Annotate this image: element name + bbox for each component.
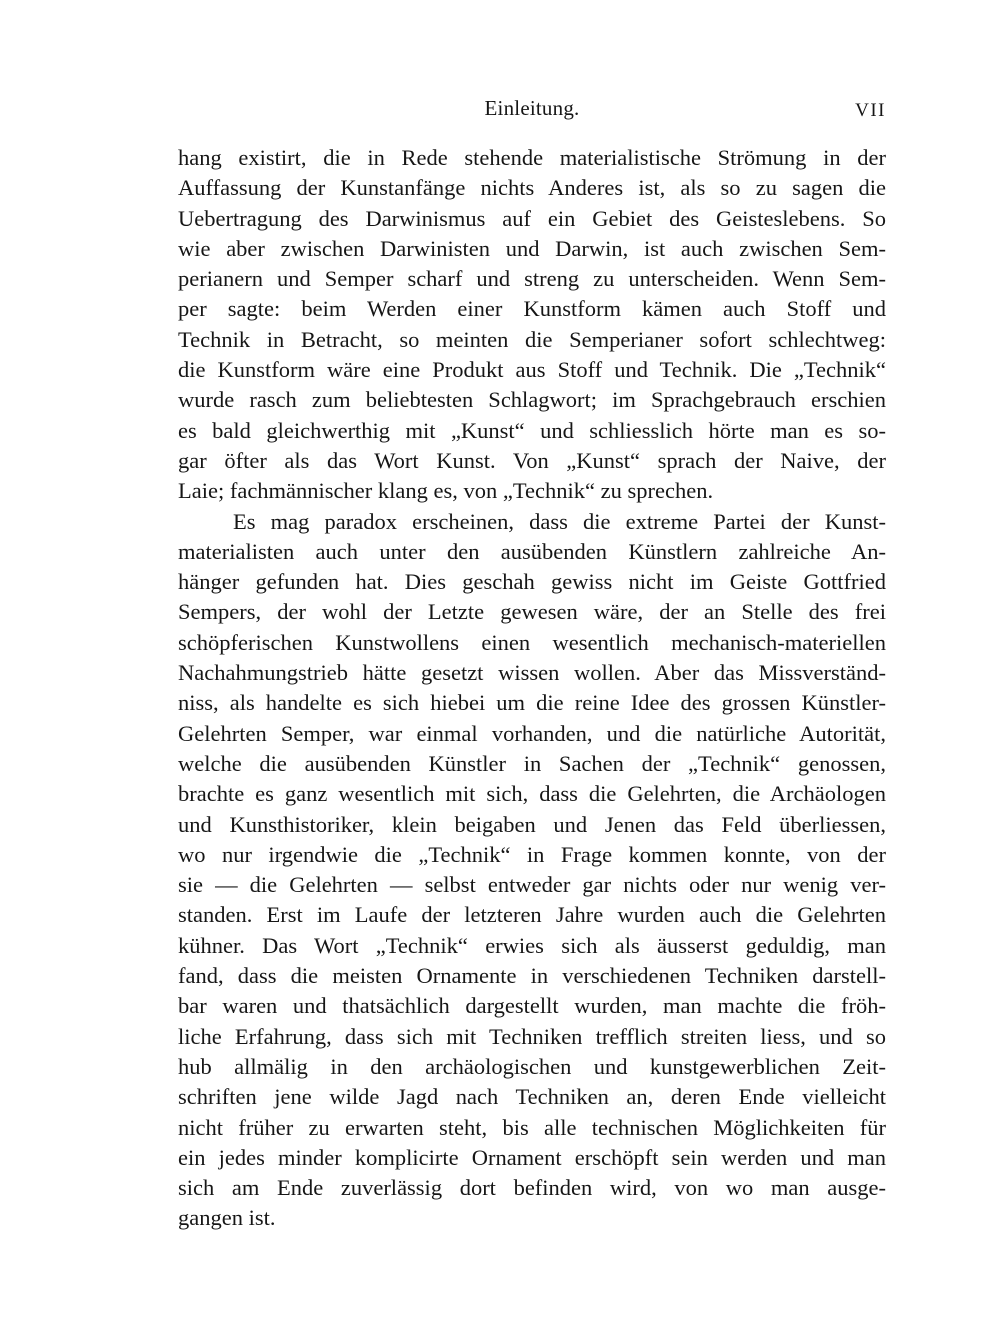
- text-line: die Kunstform wäre eine Produkt aus Stoff und Technik. Die „Technik“: [178, 357, 886, 383]
- text-line: per sagte: beim Werden einer Kunstform kämen auch Stoff und: [178, 296, 886, 322]
- text-line: hub allmälig in den archäologischen und kunstgewerblichen Zeit-: [178, 1053, 886, 1079]
- text-line: und Kunsthistoriker, klein beigaben und Jenen das Feld überliessen,: [178, 811, 886, 837]
- text-line: standen. Erst im Laufe der letzteren Jahre wurden auch die Gelehrten: [178, 902, 886, 928]
- page-number: VII: [855, 100, 886, 121]
- text-line: hang existirt, die in Rede stehende materialistische Strömung in der: [178, 145, 886, 170]
- text-line: sich am Ende zuverlässig dort befinden wird, von wo man ausge-: [178, 1175, 886, 1201]
- text-line: nicht früher zu erwarten steht, bis alle technischen Möglichkeiten für: [178, 1114, 886, 1140]
- text-line: wurde rasch zum beliebtesten Schlagwort; im Sprachgebrauch erschien: [178, 387, 886, 413]
- text-line: schriften jene wilde Jagd nach Techniken an, deren Ende vielleicht: [178, 1084, 886, 1110]
- text-line: gangen ist.: [178, 1205, 276, 1231]
- text-line: materialisten auch unter den ausübenden Künstlern zahlreiche An-: [178, 538, 886, 564]
- text-line: gar öfter als das Wort Kunst. Von „Kunst“ sprach der Naive, der: [178, 447, 886, 473]
- text-line: wie aber zwischen Darwinisten und Darwin, ist auch zwischen Sem-: [178, 235, 886, 261]
- text-line: liche Erfahrung, dass sich mit Techniken trefflich streiten liess, und so: [178, 1023, 886, 1049]
- body-text: [178, 143, 886, 1234]
- text-line: es bald gleichwerthig mit „Kunst“ und schliesslich hörte man es so-: [178, 417, 886, 443]
- text-line: kühner. Das Wort „Technik“ erwies sich als äusserst geduldig, man: [178, 932, 886, 958]
- text-line: hänger gefunden hat. Dies geschah gewiss nicht im Geiste Gottfried: [178, 569, 886, 595]
- paragraph: [178, 143, 886, 507]
- text-line: schöpferischen Kunstwollens einen wesentlich mechanisch-materiellen: [178, 629, 886, 655]
- paragraph: [178, 507, 886, 1234]
- text-line: ein jedes minder komplicirte Ornament erschöpft sein werden und man: [178, 1144, 886, 1170]
- text-line: Laie; fachmännischer klang es, von „Technik“ zu sprechen.: [178, 478, 714, 504]
- text-line: Auffassung der Kunstanfänge nichts Anderes ist, als so zu sagen die: [178, 175, 886, 201]
- running-title: Einleitung.: [484, 96, 580, 120]
- text-line: welche die ausübenden Künstler in Sachen der „Technik“ genossen,: [178, 750, 886, 776]
- text-line: sie — die Gelehrten — selbst entweder gar nichts oder nur wenig ver-: [178, 872, 886, 898]
- text-line: brachte es ganz wesentlich mit sich, dass die Gelehrten, die Archäologen: [178, 781, 886, 807]
- text-line: bar waren und thatsächlich dargestellt wurden, man machte die fröh-: [178, 993, 886, 1019]
- text-line: Uebertragung des Darwinismus auf ein Gebiet des Geisteslebens. So: [178, 205, 886, 231]
- text-line: Es mag paradox erscheinen, dass die extreme Partei der Kunst-: [233, 508, 886, 534]
- text-line: Sempers, der wohl der Letzte gewesen wäre, der an Stelle des frei: [178, 599, 886, 625]
- text-line: fand, dass die meisten Ornamente in verschiedenen Techniken darstell-: [178, 963, 886, 989]
- text-line: perianern und Semper scharf und streng zu unterscheiden. Wenn Sem-: [178, 266, 886, 292]
- running-head: [178, 96, 886, 126]
- text-line: niss, als handelte es sich hiebei um die reine Idee des grossen Künstler-: [178, 690, 886, 716]
- text-line: Nachahmungstrieb hätte gesetzt wissen wollen. Aber das Missverständ-: [178, 660, 886, 686]
- text-line: wo nur irgendwie die „Technik“ in Frage kommen konnte, von der: [178, 841, 886, 867]
- text-line: Gelehrten Semper, war einmal vorhanden, und die natürliche Autorität,: [178, 720, 886, 746]
- text-line: Technik in Betracht, so meinten die Semperianer sofort schlechtweg:: [178, 326, 886, 352]
